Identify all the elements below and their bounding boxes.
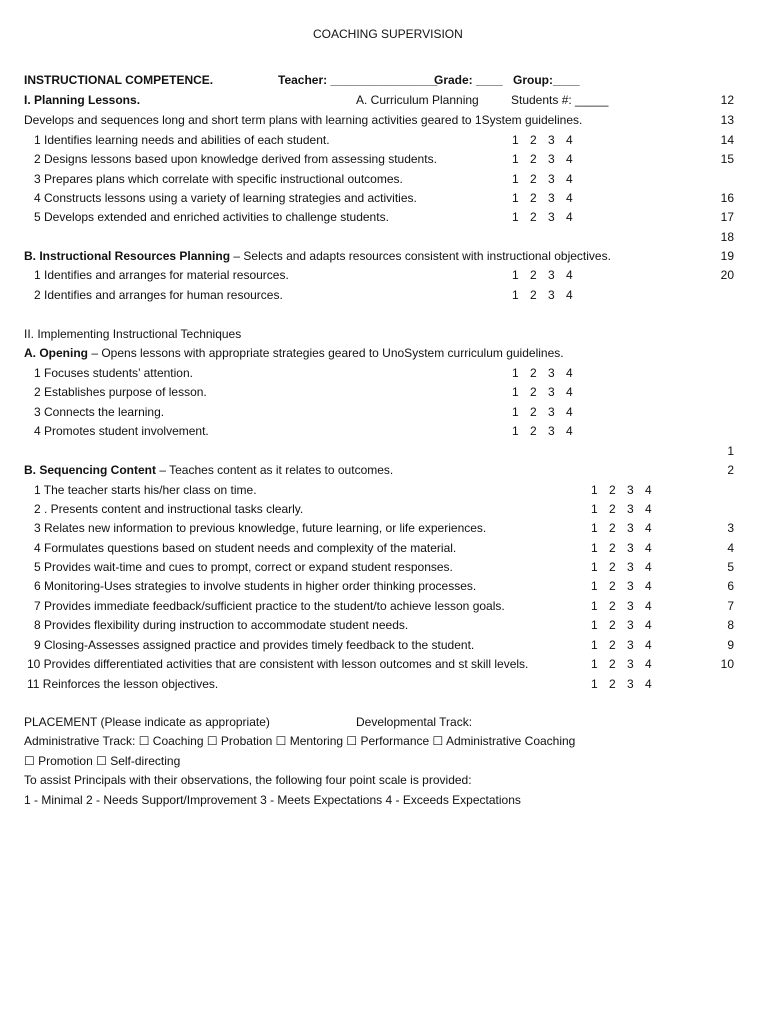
list-item: 4 Promotes student involvement. [34, 424, 209, 438]
list-item: 3 Connects the learning. [34, 405, 165, 419]
resources-heading-rest: – Selects and adapts resources consistent with instructional objectives. [230, 249, 611, 263]
rating-scale: 1 2 3 4 [591, 541, 652, 555]
rating-scale: 1 2 3 4 [512, 385, 573, 399]
list-item: 6 Monitoring-Uses strategies to involve students in higher order thinking processes. [34, 579, 477, 593]
scale-legend: 1 - Minimal 2 - Needs Support/Improvement 3 - Meets Expectations 4 - Exceeds Expectations [24, 793, 521, 807]
rating-scale: 1 2 3 4 [591, 677, 652, 691]
row-number: 15 [720, 152, 734, 166]
sequencing-heading-rest: – Teaches content as it relates to outcomes. [156, 463, 394, 477]
resources-heading [24, 249, 611, 263]
list-item: 3 Relates new information to previous knowledge, future learning, or life experiences. [34, 521, 487, 535]
rating-scale: 1 2 3 4 [512, 210, 573, 224]
rating-scale: 1 2 3 4 [591, 657, 652, 671]
row-number: 5 [727, 560, 734, 574]
rating-scale: 1 2 3 4 [591, 618, 652, 632]
rating-scale: 1 2 3 4 [512, 152, 573, 166]
rating-scale: 1 2 3 4 [591, 579, 652, 593]
rating-scale: 1 2 3 4 [591, 502, 652, 516]
placement-heading: PLACEMENT (Please indicate as appropriate) [24, 715, 270, 729]
row-number: 12 [720, 93, 734, 107]
list-item: 5 Develops extended and enriched activities to challenge students. [34, 210, 389, 224]
list-item: 4 Formulates questions based on student needs and complexity of the material. [34, 541, 457, 555]
opening-heading [24, 346, 564, 360]
list-item: 2 Establishes purpose of lesson. [34, 385, 207, 399]
row-number: 6 [727, 579, 734, 593]
developmental-track-label: Developmental Track: [356, 715, 473, 729]
resources-heading-bold: B. Instructional Resources Planning [24, 249, 231, 263]
promotion-line: ☐ Promotion ☐ Self-directing [24, 754, 181, 768]
scale-intro: To assist Principals with their observations, the following four point scale is provided: [24, 773, 472, 787]
opening-heading-rest: – Opens lessons with appropriate strategies geared to UnoSystem curriculum guidelines. [88, 346, 564, 360]
rating-scale: 1 2 3 4 [512, 191, 573, 205]
rating-scale: 1 2 3 4 [512, 366, 573, 380]
rating-scale: 1 2 3 4 [591, 560, 652, 574]
planning-intro: Develops and sequences long and short term plans with learning activities geared to 1System guidelines. [24, 113, 583, 127]
row-number: 18 [720, 230, 734, 244]
row-number: 7 [727, 599, 734, 613]
teacher-field: Teacher: ________________ [278, 73, 438, 87]
row-number: 1 [727, 444, 734, 458]
row-number: 14 [720, 133, 734, 147]
list-item: 9 Closing-Assesses assigned practice and provides timely feedback to the student. [34, 638, 475, 652]
list-item: 1 The teacher starts his/her class on time. [34, 483, 257, 497]
list-item: 7 Provides immediate feedback/sufficient practice to the student/to achieve lesson goals. [34, 599, 505, 613]
page-title: COACHING SUPERVISION [313, 27, 463, 41]
rating-scale: 1 2 3 4 [512, 268, 573, 282]
row-number: 16 [720, 191, 734, 205]
row-number: 19 [720, 249, 734, 263]
rating-scale: 1 2 3 4 [512, 288, 573, 302]
list-item: 3 Prepares plans which correlate with specific instructional outcomes. [34, 172, 403, 186]
list-item: 4 Constructs lessons using a variety of learning strategies and activities. [34, 191, 417, 205]
list-item: 10 Provides differentiated activities that are consistent with lesson outcomes and st skill levels. [27, 657, 529, 671]
row-number: 8 [727, 618, 734, 632]
rating-scale: 1 2 3 4 [512, 172, 573, 186]
rating-scale: 1 2 3 4 [591, 638, 652, 652]
row-number: 9 [727, 638, 734, 652]
rating-scale: 1 2 3 4 [591, 521, 652, 535]
administrative-track-line: Administrative Track: ☐ Coaching ☐ Probation ☐ Mentoring ☐ Performance ☐ Administrative Coaching [24, 734, 576, 748]
opening-heading-bold: A. Opening [24, 346, 88, 360]
list-item: 11 Reinforces the lesson objectives. [27, 677, 219, 691]
competence-heading: INSTRUCTIONAL COMPETENCE. [24, 73, 214, 87]
rating-scale: 1 2 3 4 [591, 483, 652, 497]
list-item: 1 Identifies learning needs and abilities of each student. [34, 133, 330, 147]
grade-field: Grade: ____ [434, 73, 503, 87]
row-number: 2 [727, 463, 734, 477]
row-number: 10 [720, 657, 734, 671]
list-item: 8 Provides flexibility during instruction to accommodate student needs. [34, 618, 409, 632]
curriculum-planning-label: A. Curriculum Planning [356, 93, 479, 107]
rating-scale: 1 2 3 4 [512, 405, 573, 419]
list-item: 2 Identifies and arranges for human resources. [34, 288, 283, 302]
row-number: 4 [727, 541, 734, 555]
group-field: Group:____ [513, 73, 580, 87]
row-number: 17 [720, 210, 734, 224]
students-count-field: Students #: _____ [511, 93, 609, 107]
list-item: 1 Identifies and arranges for material resources. [34, 268, 289, 282]
planning-heading: I. Planning Lessons. [24, 93, 141, 107]
rating-scale: 1 2 3 4 [512, 133, 573, 147]
list-item: 1 Focuses students’ attention. [34, 366, 193, 380]
implementing-heading: II. Implementing Instructional Techniques [24, 327, 242, 341]
row-number: 13 [720, 113, 734, 127]
sequencing-heading [24, 463, 393, 477]
row-number: 20 [720, 268, 734, 282]
sequencing-heading-bold: B. Sequencing Content [24, 463, 156, 477]
rating-scale: 1 2 3 4 [591, 599, 652, 613]
list-item: 2 Designs lessons based upon knowledge derived from assessing students. [34, 152, 437, 166]
list-item: 5 Provides wait-time and cues to prompt, correct or expand student responses. [34, 560, 453, 574]
row-number: 3 [727, 521, 734, 535]
list-item: 2 . Presents content and instructional tasks clearly. [34, 502, 304, 516]
rating-scale: 1 2 3 4 [512, 424, 573, 438]
